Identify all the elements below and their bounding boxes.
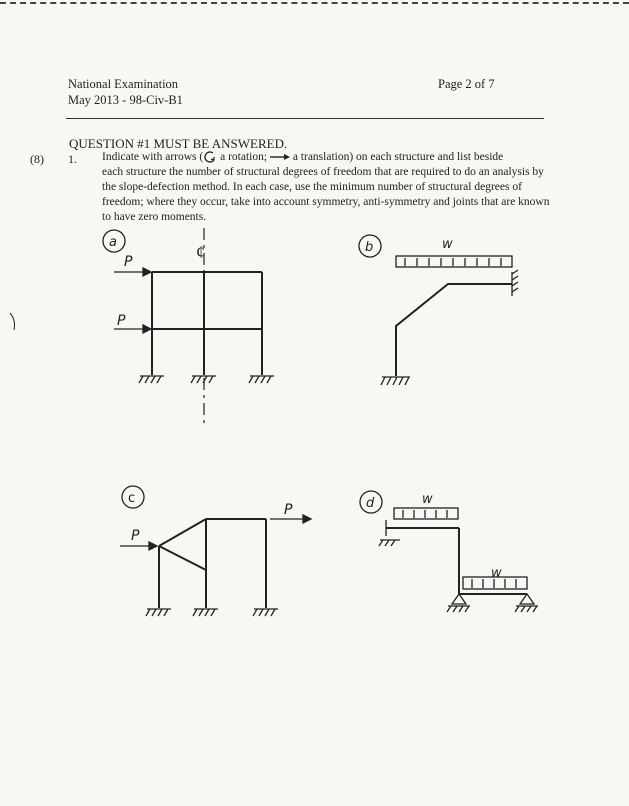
figure-c-tag: c <box>128 491 136 506</box>
question-text-line1: Indicate with arrows ( a rotation; a translation) on each structure and list beside <box>102 151 504 163</box>
load-label: w <box>442 237 453 252</box>
load-label: P <box>117 313 126 329</box>
load-label: P <box>124 254 133 270</box>
fixed-support <box>249 376 274 383</box>
figure-b-tag: b <box>365 240 374 255</box>
figure-d <box>360 491 538 612</box>
fixed-support <box>253 609 278 616</box>
frame-b <box>396 284 512 376</box>
fixed-support <box>146 609 171 616</box>
fixed-wall-support <box>512 270 518 296</box>
page-number: Page 2 of 7 <box>438 77 495 91</box>
question-title: QUESTION #1 MUST BE ANSWERED. <box>69 136 288 151</box>
figure-a <box>103 228 274 424</box>
figure-c <box>120 486 311 616</box>
figure-d-tag: d <box>366 496 375 511</box>
exam-code: May 2013 - 98-Civ-B1 <box>68 93 183 107</box>
load-label: P <box>284 502 293 518</box>
distributed-load <box>394 508 458 519</box>
pin-support <box>515 594 538 612</box>
symmetry-label: ¢ <box>196 242 205 262</box>
figure-b <box>359 235 518 385</box>
brace-bottom <box>159 546 206 570</box>
load-label: w <box>491 566 502 581</box>
load-label: w <box>422 492 433 507</box>
distributed-load <box>396 256 512 267</box>
question-number: 1. <box>68 152 77 166</box>
figure-a-tag: a <box>109 235 117 250</box>
fixed-support <box>381 377 410 385</box>
margin-mark <box>10 313 15 330</box>
question-marks: (8) <box>30 152 44 166</box>
pin-support <box>447 594 470 612</box>
load-arrow <box>114 268 151 276</box>
brace-top <box>159 519 206 546</box>
exam-name: National Examination <box>68 77 179 91</box>
fixed-wall-support <box>379 520 400 546</box>
fixed-support <box>139 376 164 383</box>
fixed-support <box>193 609 218 616</box>
load-label: P <box>131 528 140 544</box>
question-text-rest: each structure the number of structural degrees of freedom that are required to do an analysis by the slope-defection method. In each case, use the minimum number of structural degrees of freedom; where they occur, take into account symmetry, anti-symmetry and joints that are known to have zero moments. <box>102 166 550 223</box>
